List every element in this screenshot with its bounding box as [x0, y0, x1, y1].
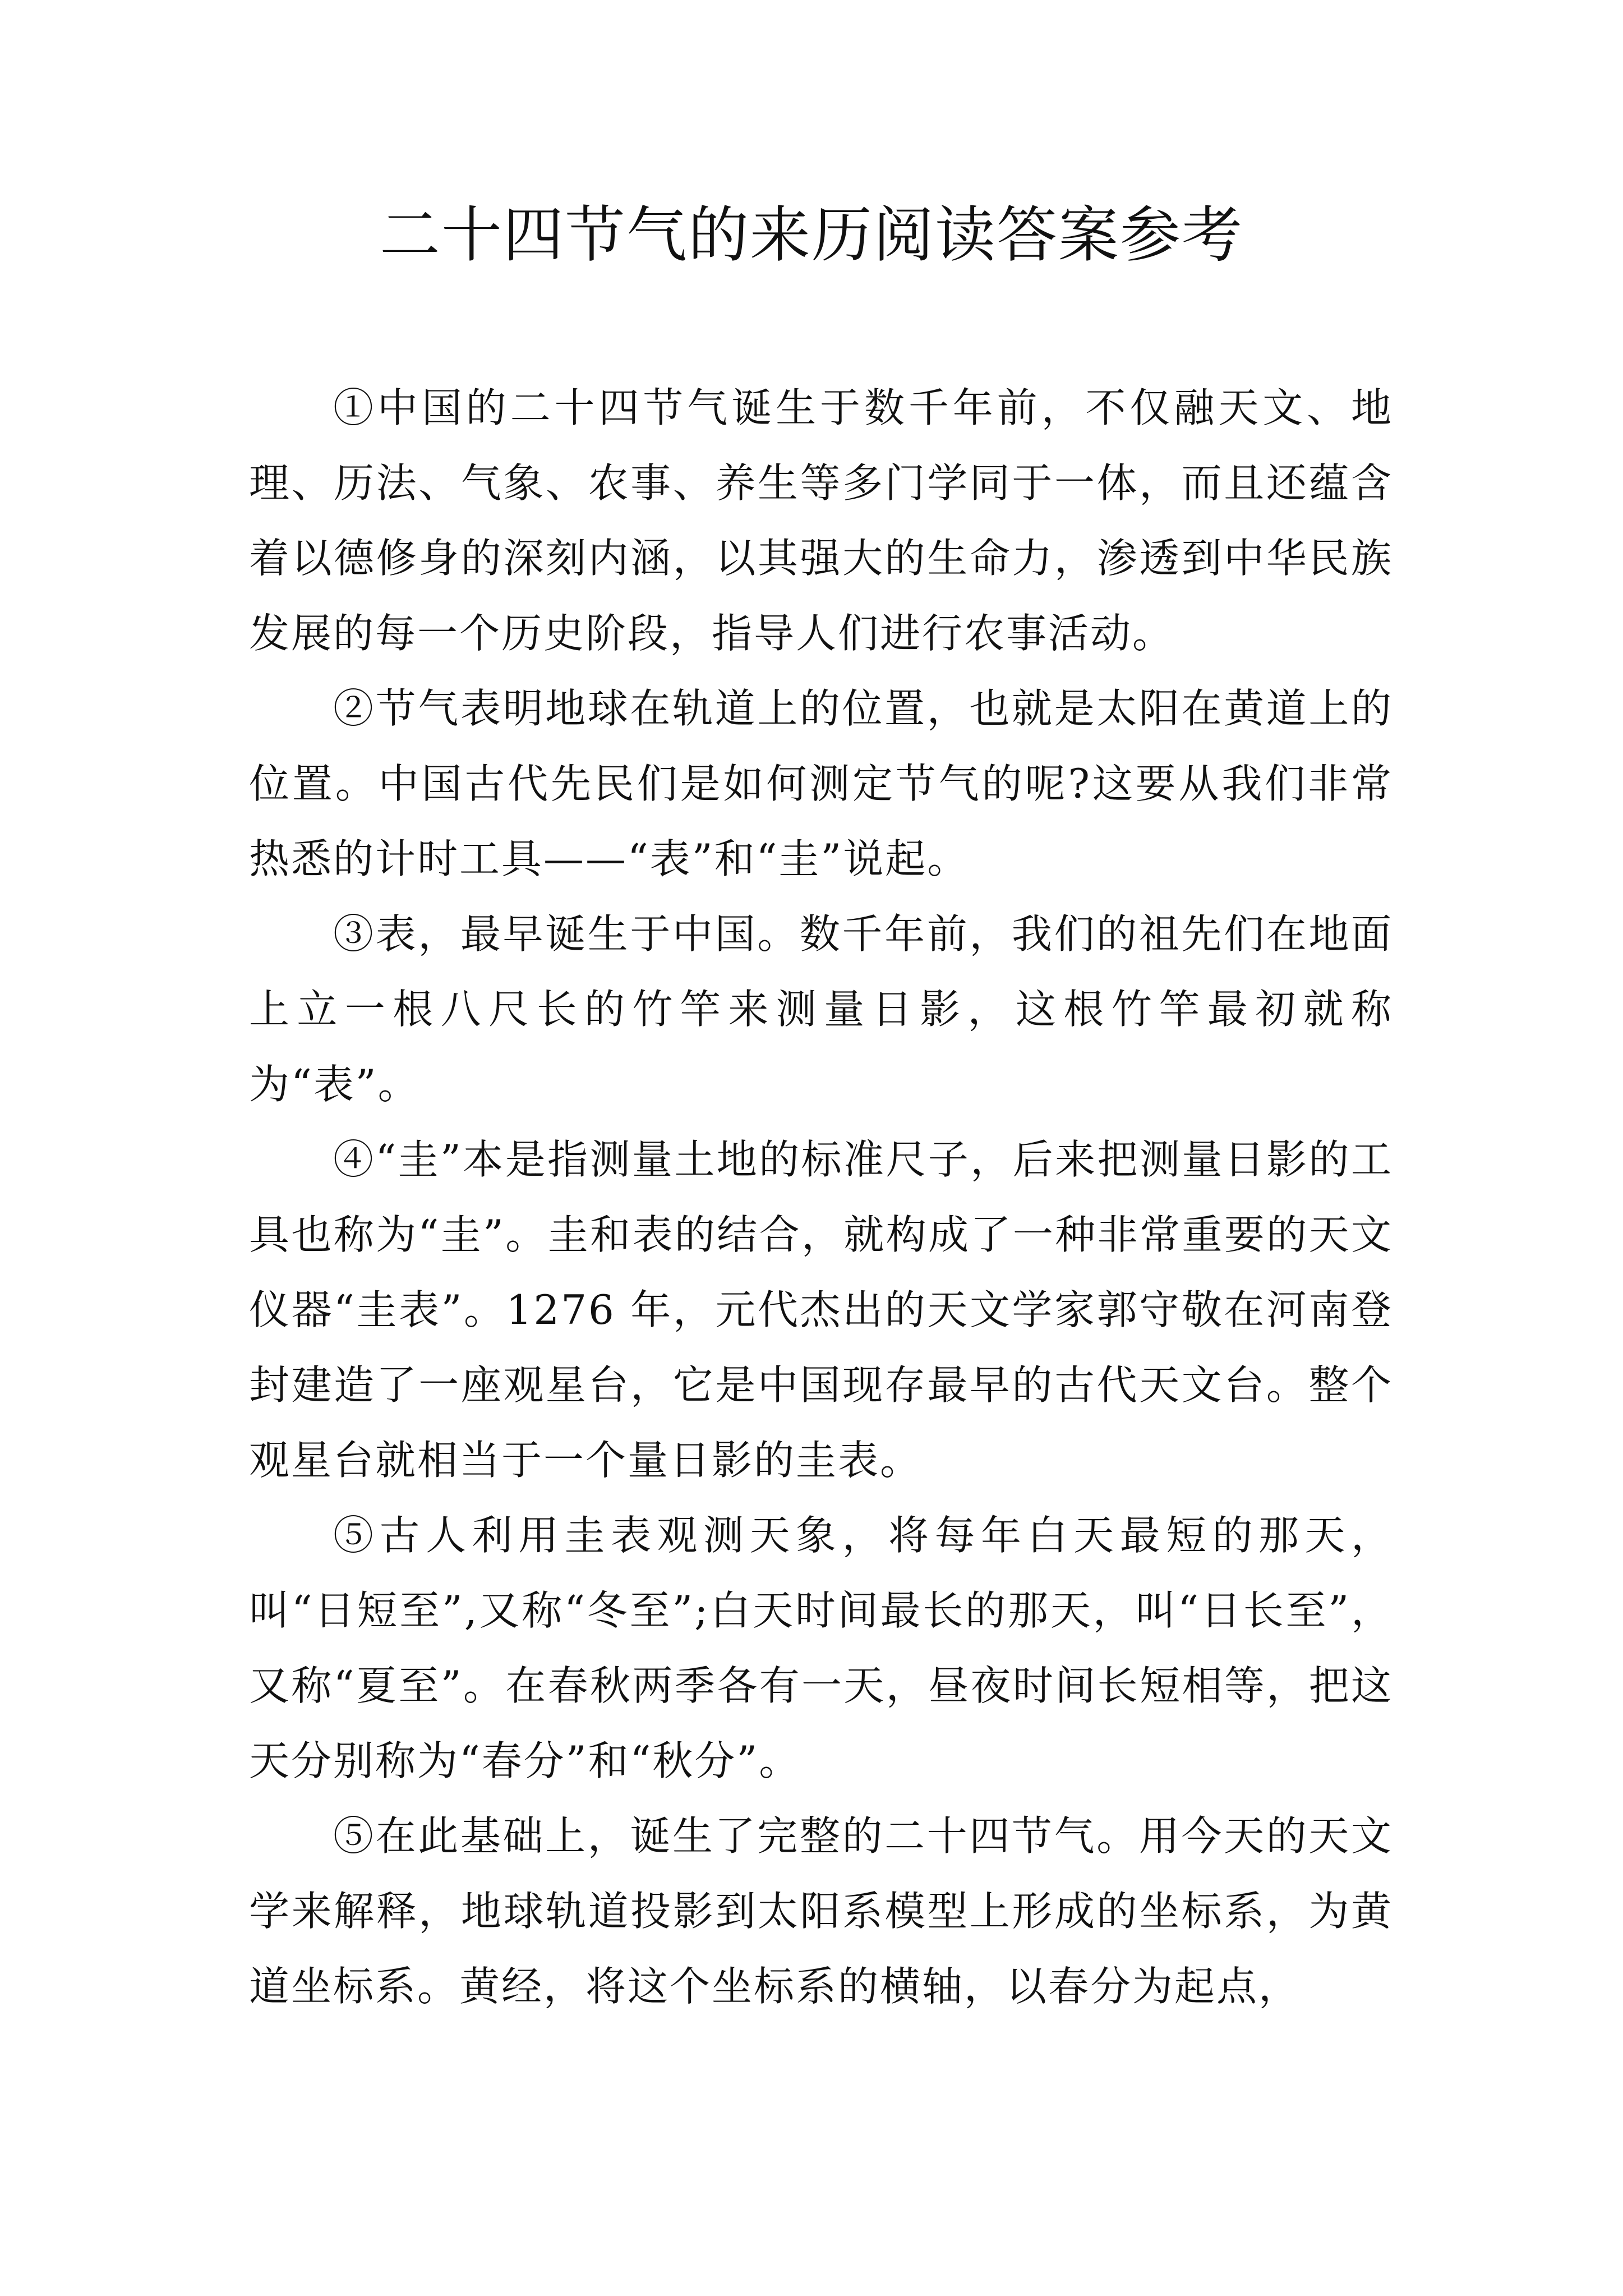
paragraph-6: ⑤在此基础上，诞生了完整的二十四节气。用今天的天文学来解释，地球轨道投影到太阳系模型上形成的坐标系，为黄道坐标系。黄经，将这个坐标系的横轴，以春分为起点，: [249, 1812, 1393, 2010]
paragraph-3: ③表，最早诞生于中国。数千年前，我们的祖先们在地面上立一根八尺长的竹竿来测量日影，这根竹竿最初就称为“表”。: [249, 910, 1393, 1108]
paragraph-5: ⑤古人利用圭表观测天象，将每年白天最短的那天，叫“日短至”,又称“冬至”;白天时间最长的那天，叫“日长至”，又称“夏至”。在春秋两季各有一天，昼夜时间长短相等，把这天分别称为“春分”和“秋分”。: [249, 1512, 1393, 1784]
paragraph-2: ②节气表明地球在轨道上的位置，也就是太阳在黄道上的位置。中国古代先民们是如何测定节气的呢?这要从我们非常热悉的计时工具——“表”和“圭”说起。: [249, 685, 1393, 882]
paragraph-1: ①中国的二十四节气诞生于数千年前，不仅融天文、地理、历法、气象、农事、养生等多门学同于一体，而且还蕴含着以德修身的深刻内涵，以其强大的生命力，渗透到中华民族发展的每一个历史阶段，指导人们进行农事活动。: [249, 384, 1393, 657]
paragraph-4: ④“圭”本是指测量土地的标准尺子，后来把测量日影的工具也称为“圭”。圭和表的结合，就构成了一种非常重要的天文仪器“圭表”。1276 年，元代杰出的天文学家郭守敬在河南登封建造了一座观星台，它是中国现存最早的古代天文台。整个观星台就相当于一个量日影的圭表。: [249, 1136, 1393, 1484]
document-title: 二十四节气的来历阅读答案参考: [379, 200, 1243, 270]
document-body: [249, 370, 1393, 2024]
